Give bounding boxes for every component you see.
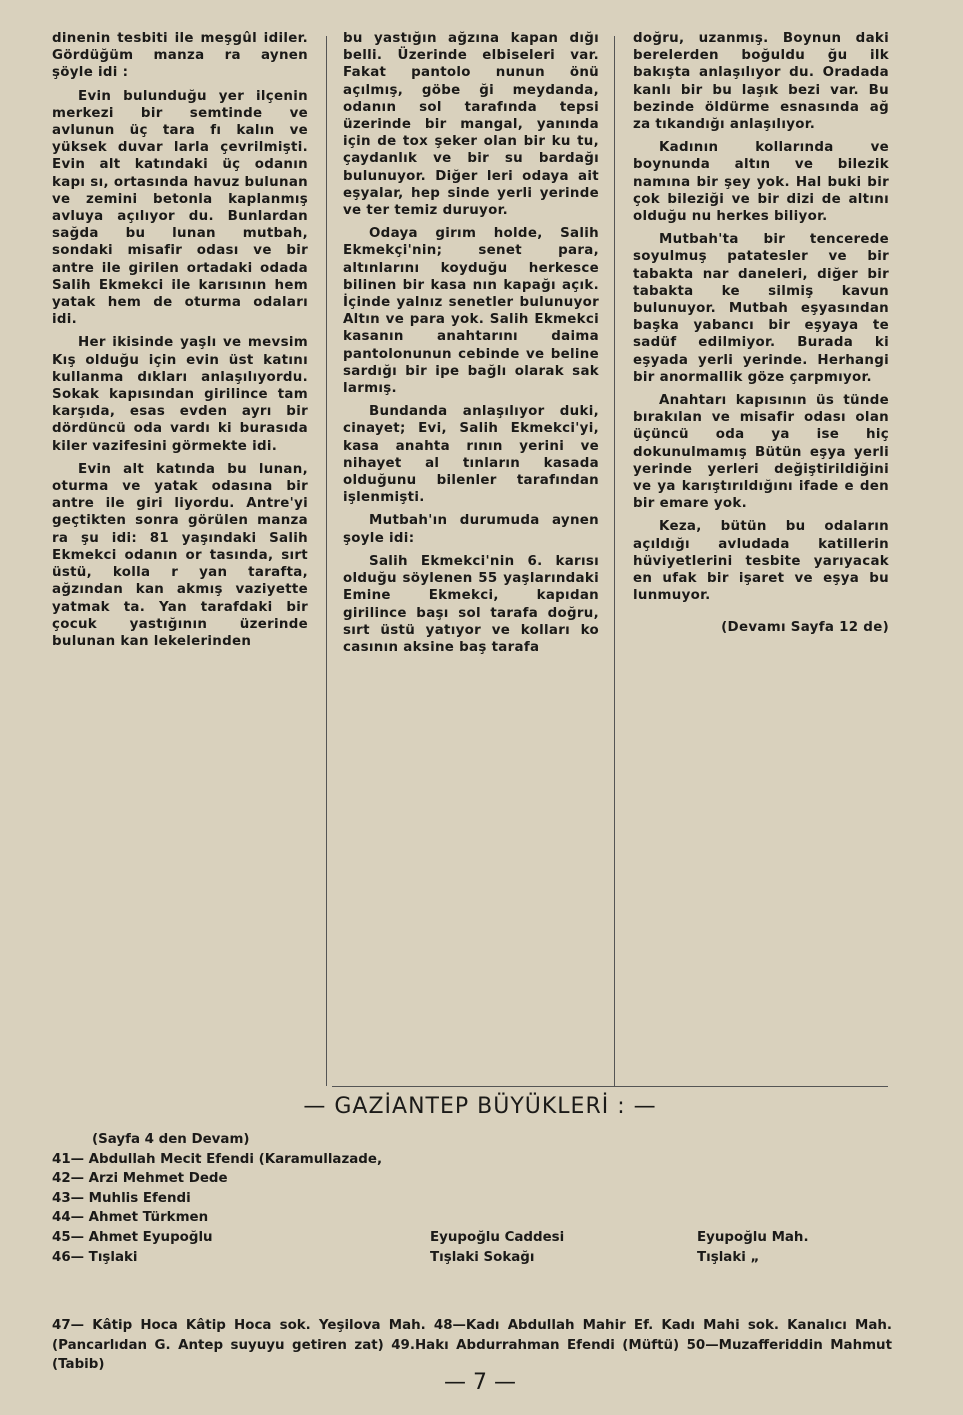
list-item-district: Eyupoğlu Mah. bbox=[697, 1229, 809, 1245]
paragraph: Her ikisinde yaşlı ve mevsim Kış olduğu için evin üst katını kullanma dıkları anlaşılıyordu. Sokak kapısından girilince tam karşıda, esas evden ayrı bir dördüncü oda vardı ki burasıda kiler vazifesini görmekte idi. bbox=[52, 335, 308, 454]
list-item-name: 44— Ahmet Türkmen bbox=[52, 1210, 209, 1226]
list-item-name: 42— Arzi Mehmet Dede bbox=[52, 1171, 228, 1187]
column-divider bbox=[614, 36, 615, 1086]
paragraph: Salih Ekmekci'nin 6. karısı olduğu söylenen 55 yaşlarındaki Emine Ekmekci, kapıdan girilince başı sol tarafa doğru, sırt üstü yatıyor ve kolları ko casının aksine baş tarafa bbox=[343, 553, 599, 655]
notables-list bbox=[52, 1130, 892, 1267]
section-title: — GAZİANTEP BÜYÜKLERİ : — bbox=[303, 1094, 657, 1119]
list-item bbox=[52, 1228, 892, 1248]
list-item-name: 43— Muhlis Efendi bbox=[52, 1190, 191, 1206]
continued-note: (Devamı Sayfa 12 de) bbox=[721, 619, 889, 635]
column-divider bbox=[326, 36, 327, 1086]
list-item bbox=[52, 1189, 892, 1209]
paragraph: Bundanda anlaşılıyor duki, cinayet; Evi, Salih Ekmekci'yi, kasa anahta rının yerini ve nihayet al tınların kasada olduğunu bilenler tarafından işlenmişti. bbox=[343, 404, 599, 506]
list-item-name: 45— Ahmet Eyupoğlu bbox=[52, 1229, 213, 1245]
list-item-street: Tışlaki Sokağı bbox=[430, 1249, 535, 1265]
paragraph: Keza, bütün bu odaların açıldığı avludada katillerin hüviyetlerini tesbite yarıyacak en ufak bir işaret ve eşya bu lunmuyor. bbox=[633, 519, 889, 604]
paragraph: Kadının kollarında ve boynunda altın ve bilezik namına bir şey yok. Hal buki bir çok bileziği ve bir dizi de altını olduğu nu herkes biliyor. bbox=[633, 140, 889, 225]
section-rule bbox=[332, 1086, 888, 1087]
page-number: — 7 — bbox=[444, 1370, 516, 1395]
paragraph: Anahtarı kapısının üs tünde bırakılan ve misafir odası olan üçüncü oda ya ise hiç dokunulmamış Bütün eşya yerli yerinde yerleri değiştirildiğini ve ya karıştırıldığını ifade e den bir emare yok. bbox=[633, 393, 889, 512]
list-item bbox=[52, 1208, 892, 1228]
list-item-name: 41— Abdullah Mecit Efendi (Karamullazade, bbox=[52, 1151, 383, 1167]
list-item bbox=[52, 1150, 892, 1170]
paragraph: dinenin tesbiti ile meşgûl idiler. Gördüğüm manza ra aynen şöyle idi : bbox=[52, 31, 308, 81]
list-item bbox=[52, 1169, 892, 1189]
paragraph: Evin alt katında bu lunan, oturma ve yatak odasına bir antre ile giri liyordu. Antre'yi geçtikten sonra görülen manza ra şu idi: 81 yaşındaki Salih Ekmekci odanın or tasında, sırt üstü, kolla r yan tarafta, ağzından kan akmış vaziyette yatmak ta. Yan tarafdaki bir çocuk yastığının üzerinde bulunan kan lekelerinden bbox=[52, 461, 308, 649]
list-subtitle-text: (Sayfa 4 den Devam) bbox=[92, 1132, 250, 1147]
list-subtitle bbox=[52, 1130, 892, 1150]
paragraph: Evin bulunduğu yer ilçenin merkezi bir semtinde ve avlunun üç tara fı kalın ve yüksek duvar larla çevrilmişti. Evin alt katındaki üç odanın kapı sı, ortasında havuz bulunan ve zemini betonla kaplanmış avluya açılıyor du. Bunlardan sağda bu lunan mutbah, sondaki misafir odası ve bir antre ile girilen ortadaki odada Salih Ekmekci ile karısının hem yatak hem de oturma odaları idi. bbox=[52, 88, 308, 328]
list-item-district: Tışlaki „ bbox=[697, 1249, 760, 1265]
list-continuation: 47— Kâtip Hoca Kâtip Hoca sok. Yeşilova Mah. 48—Kadı Abdullah Mahir Ef. Kadı Mahi sok. Kanalıcı Mah. (Pancarlıdan G. Antep suyuyu getiren zat) 49.Hakı Abdurrahman Efendi (Müftü) 50—Muzafferiddin Mahmut (Tabib) bbox=[52, 1318, 892, 1373]
paragraph: Mutbah'ın durumuda aynen şoyle idi: bbox=[343, 513, 599, 546]
article-column-3 bbox=[633, 30, 889, 642]
article-column-2 bbox=[343, 30, 599, 662]
paragraph: Odaya girım holde, Salih Ekmekçi'nin; senet para, altınlarını koyduğu herkesce bilinen bir kasa nın kapağı açık. İçinde yalnız senetler bulunuyor Altın ve para yok. Salih Ekmekci kasanın anahtarını daima pantolonunun cebinde ve beline sardığı bir ipe bağlı olarak sak larmış. bbox=[343, 226, 599, 397]
article-column-1 bbox=[52, 30, 308, 656]
paragraph: bu yastığın ağzına kapan dığı belli. Üzerinde elbiseleri var. Fakat pantolo nunun önü açılmış, göbe ği meydanda, odanın sol tarafında tepsi üzerinde bir mangal, yanında için de tox şeker olan bir ku tu, çaydanlık ve bir su bardağı bulunuyor. Diğer leri odaya ait eşyalar, hep sinde yerli yerinde ve ter temiz duruyor. bbox=[343, 31, 599, 219]
paragraph: Mutbah'ta bir tencerede soyulmuş patatesler ve bir tabakta nar daneleri, diğer bir tabakta ke silmiş kavun bulunuyor. Mutbah eşyasından başka yabancı bir eşyaya te sadüf edilmiyor. Burada ki eşyada yerli yerinde. Herhangi bir anormallik göze çarpmıyor. bbox=[633, 232, 889, 385]
list-item-name: 46— Tışlaki bbox=[52, 1249, 138, 1265]
list-item bbox=[52, 1248, 892, 1268]
list-item-street: Eyupoğlu Caddesi bbox=[430, 1229, 565, 1245]
paragraph: doğru, uzanmış. Boynun daki berelerden boğuldu ğu ilk bakışta anlaşılıyor du. Oradada kanlı bir bu laşık bezi var. Bu bezinde öldürme esnasında ağ za tıkandığı anlaşılıyor. bbox=[633, 31, 889, 133]
